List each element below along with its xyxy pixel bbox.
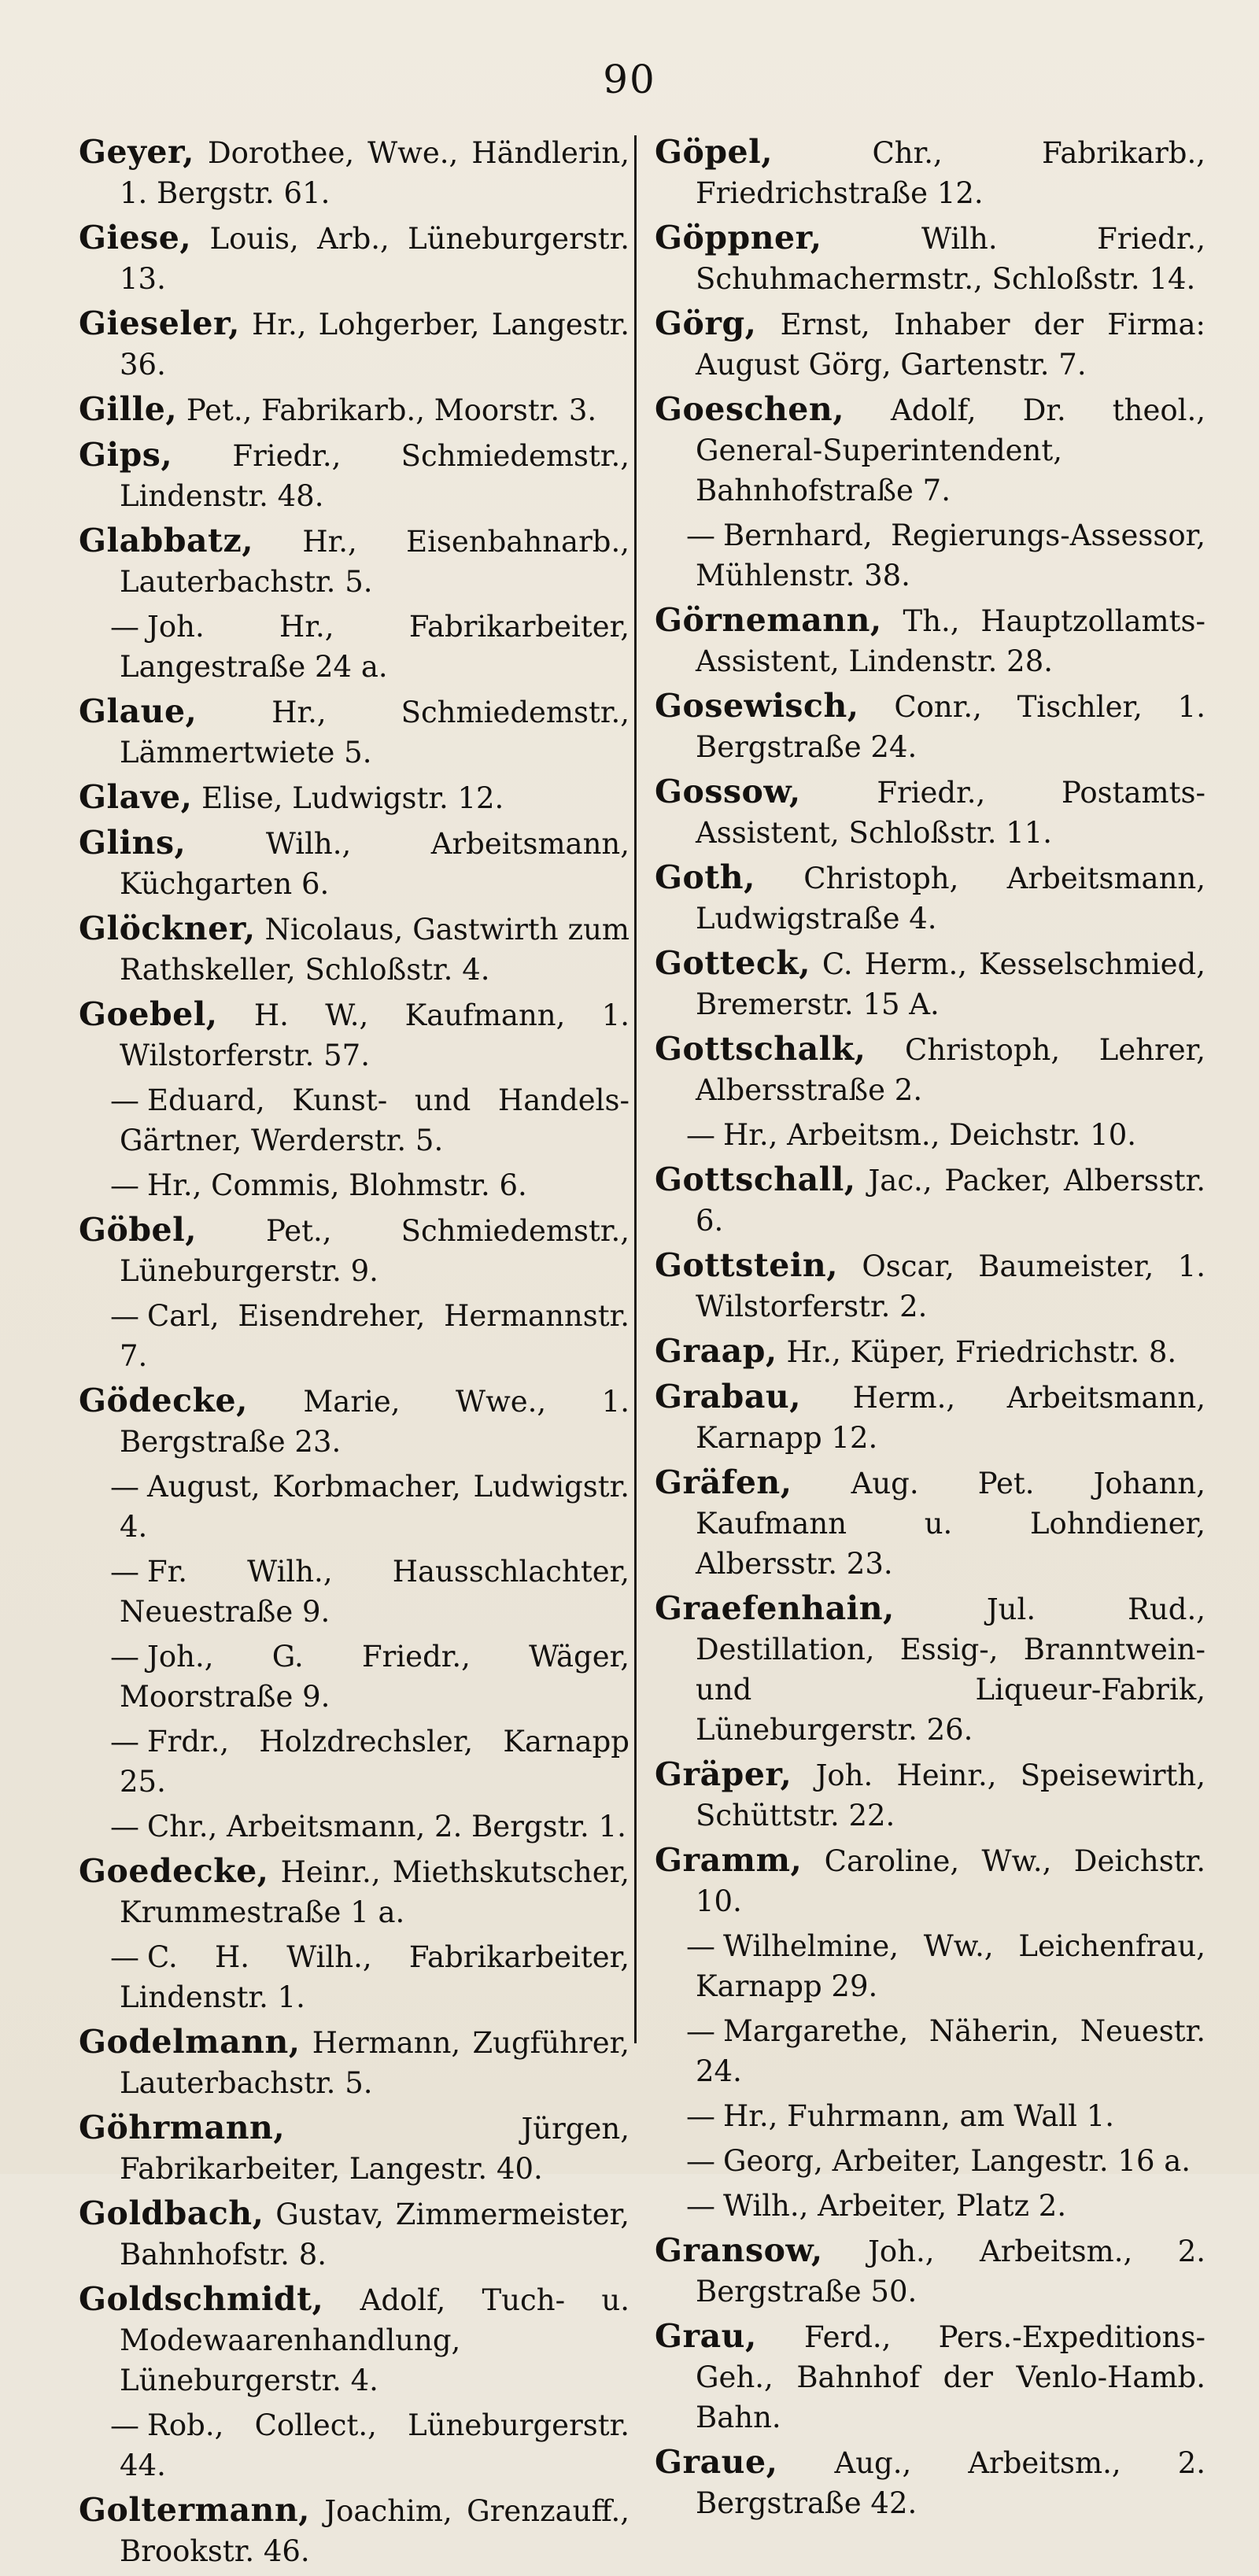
directory-entry xyxy=(655,1840,1205,1921)
entry-details: Conr., Tischler, 1. Bergstraße 24. xyxy=(696,690,1205,764)
entry-details: Pet., Schmiedemstr., Lüneburgerstr. 9. xyxy=(120,1214,630,1288)
entry-surname: Glabbatz, xyxy=(79,522,254,559)
entry-details: Wilh., Arbeitsmann, Küchgarten 6. xyxy=(120,827,630,901)
entry-details: Adolf, Tuch- u. Modewaarenhandlung, Lüneburgerstr. 4. xyxy=(120,2283,630,2397)
directory-entry xyxy=(79,1080,630,1161)
entry-details: Friedr., Postamts-Assistent, Schloßstr. 11. xyxy=(696,776,1205,850)
directory-entry xyxy=(79,777,630,818)
directory-entry xyxy=(79,1807,630,1847)
entry-details: Georg, Arbeiter, Langestr. 16 a. xyxy=(723,2144,1191,2178)
entry-details: Hr., Fuhrmann, am Wall 1. xyxy=(723,2099,1115,2133)
entry-surname: Goldschmidt, xyxy=(79,2280,324,2318)
entry-details: Heinr., Miethskutscher, Krummestraße 1 a. xyxy=(120,1855,630,1929)
directory-entry xyxy=(79,218,630,299)
directory-entry xyxy=(655,1755,1205,1836)
directory-entry xyxy=(655,1377,1205,1458)
entry-surname: Godelmann, xyxy=(79,2023,301,2061)
directory-entry xyxy=(79,1381,630,1462)
directory-entry xyxy=(79,1296,630,1376)
entry-surname: Goedecke, xyxy=(79,1852,269,1890)
entry-details: Margarethe, Näherin, Neuestr. 24. xyxy=(696,2014,1205,2088)
entry-surname: Göppner, xyxy=(655,219,822,256)
entry-details: Frdr., Holzdrechsler, Karnapp 25. xyxy=(120,1725,630,1799)
ditto-dash: — xyxy=(110,1725,139,1759)
ditto-dash: — xyxy=(110,1640,139,1674)
entry-details: Wilh., Arbeiter, Platz 2. xyxy=(723,2189,1067,2223)
entry-details: Joh., G. Friedr., Wäger, Moorstraße 9. xyxy=(120,1640,630,1714)
entry-details: Hr., Schmiedemstr., Lämmertwiete 5. xyxy=(120,696,630,769)
entry-details: Elise, Ludwigstr. 12. xyxy=(201,781,504,815)
entry-surname: Gottschalk, xyxy=(655,1030,866,1068)
directory-entry xyxy=(79,132,630,213)
entry-details: Joh. Heinr., Speisewirth, Schüttstr. 22. xyxy=(696,1759,1205,1832)
entry-details: Marie, Wwe., 1. Bergstraße 23. xyxy=(120,1385,630,1459)
directory-entry xyxy=(655,1926,1205,2006)
entry-surname: Görg, xyxy=(655,304,757,342)
directory-entry xyxy=(655,2442,1205,2523)
entry-surname: Glöckner, xyxy=(79,910,256,947)
entry-surname: Gieseler, xyxy=(79,304,240,342)
directory-entry xyxy=(79,1165,630,1205)
entry-surname: Goebel, xyxy=(79,995,218,1033)
entry-details: H. W., Kaufmann, 1. Wilstorferstr. 57. xyxy=(120,998,630,1072)
directory-entry xyxy=(655,2186,1205,2226)
directory-entry xyxy=(655,1331,1205,1372)
entry-details: Ferd., Pers.-Expeditions-Geh., Bahnhof der Venlo-Hamb. Bahn. xyxy=(696,2320,1206,2434)
directory-entry xyxy=(655,772,1205,853)
entry-surname: Geyer, xyxy=(79,133,194,171)
entry-details: Joh., Arbeitsm., 2. Bergstraße 50. xyxy=(696,2235,1205,2308)
entry-details: Rob., Collect., Lüneburgerstr. 44. xyxy=(120,2408,630,2482)
directory-entry xyxy=(655,858,1205,939)
directory-entry xyxy=(79,1552,630,1632)
entry-surname: Gräper, xyxy=(655,1755,792,1793)
directory-entry xyxy=(655,1029,1205,1110)
ditto-dash: — xyxy=(110,1083,139,1117)
directory-entry xyxy=(79,995,630,1076)
ditto-dash: — xyxy=(686,1118,715,1152)
directory-entry xyxy=(79,1937,630,2017)
directory-entry xyxy=(655,600,1205,681)
directory-entry xyxy=(655,2231,1205,2312)
column-divider xyxy=(634,135,637,2043)
entry-details: Ernst, Inhaber der Firma: August Görg, Gartenstr. 7. xyxy=(696,308,1205,382)
directory-entry xyxy=(655,304,1205,385)
directory-entry xyxy=(79,2194,630,2275)
directory-entry xyxy=(655,1463,1205,1584)
directory-entry xyxy=(79,1210,630,1291)
entry-details: August, Korbmacher, Ludwigstr. 4. xyxy=(120,1470,630,1544)
entry-details: Fr. Wilh., Hausschlachter, Neuestraße 9. xyxy=(120,1555,630,1629)
directory-entry xyxy=(79,1637,630,1717)
entry-details: Nicolaus, Gastwirth zum Rathskeller, Schloßstr. 4. xyxy=(120,913,630,987)
entry-surname: Gottstein, xyxy=(655,1246,839,1284)
directory-entry xyxy=(655,2096,1205,2136)
entry-details: C. H. Wilh., Fabrikarbeiter, Lindenstr. 1. xyxy=(120,1940,630,2014)
entry-details: Th., Hauptzollamts-Assistent, Lindenstr. 28. xyxy=(696,604,1205,678)
ditto-dash: — xyxy=(110,1470,139,1504)
directory-entry xyxy=(655,1115,1205,1155)
entry-details: Bernhard, Regierungs-Assessor, Mühlenstr. 38. xyxy=(696,519,1205,592)
entry-details: Caroline, Ww., Deichstr. 10. xyxy=(696,1844,1205,1918)
entry-details: Herm., Arbeitsmann, Karnapp 12. xyxy=(696,1381,1206,1455)
ditto-dash: — xyxy=(686,2189,715,2223)
directory-entry xyxy=(79,2405,630,2486)
entry-details: Joachim, Grenzauff., Brookstr. 46. xyxy=(120,2494,630,2568)
entry-surname: Goeschen, xyxy=(655,390,844,428)
left-column xyxy=(79,132,630,2576)
entry-details: Hr., Lohgerber, Langestr. 36. xyxy=(120,308,630,382)
directory-entry xyxy=(79,435,630,516)
entry-details: Chr., Fabrikarb., Friedrichstraße 12. xyxy=(696,136,1205,210)
directory-entry xyxy=(79,909,630,990)
directory-entry xyxy=(655,2011,1205,2091)
entry-surname: Glave, xyxy=(79,778,193,816)
entry-surname: Gille, xyxy=(79,390,178,428)
directory-entry xyxy=(79,1467,630,1547)
directory-entry xyxy=(655,515,1205,596)
ditto-dash: — xyxy=(110,610,139,644)
entry-details: Friedr., Schmiedemstr., Lindenstr. 48. xyxy=(120,439,630,513)
ditto-dash: — xyxy=(110,1299,139,1333)
directory-entry xyxy=(79,692,630,773)
entry-surname: Göhrmann, xyxy=(79,2109,286,2146)
entry-details: Joh. Hr., Fabrikarbeiter, Langestraße 24 a. xyxy=(120,610,630,684)
entry-details: Christoph, Arbeitsmann, Ludwigstraße 4. xyxy=(696,862,1206,936)
ditto-dash: — xyxy=(110,1168,139,1202)
entry-details: Hr., Küper, Friedrichstr. 8. xyxy=(786,1335,1177,1369)
entry-surname: Giese, xyxy=(79,219,192,256)
ditto-dash: — xyxy=(686,2099,715,2133)
entry-details: Wilhelmine, Ww., Leichenfrau, Karnapp 29. xyxy=(696,1929,1205,2003)
entry-surname: Goth, xyxy=(655,858,755,896)
entry-surname: Gottschall, xyxy=(655,1161,856,1198)
entry-details: Aug. Pet. Johann, Kaufmann u. Lohndiener, Albersstr. 23. xyxy=(696,1467,1205,1581)
ditto-dash: — xyxy=(110,1555,139,1589)
entry-surname: Göbel, xyxy=(79,1211,197,1249)
ditto-dash: — xyxy=(686,2014,715,2048)
entry-details: Aug., Arbeitsm., 2. Bergstraße 42. xyxy=(696,2446,1206,2520)
directory-entry xyxy=(655,1160,1205,1241)
entry-surname: Glins, xyxy=(79,824,186,862)
entry-details: Hr., Eisenbahnarb., Lauterbachstr. 5. xyxy=(120,525,630,599)
entry-surname: Graefenhain, xyxy=(655,1589,895,1627)
directory-entry xyxy=(655,686,1205,767)
directory-entry xyxy=(79,607,630,687)
entry-details: Christoph, Lehrer, Albersstraße 2. xyxy=(696,1033,1205,1107)
directory-entry xyxy=(79,389,630,430)
directory-entry xyxy=(655,218,1205,299)
entry-details: C. Herm., Kesselschmied, Bremerstr. 15 A. xyxy=(696,947,1205,1021)
entry-details: Jürgen, Fabrikarbeiter, Langestr. 40. xyxy=(120,2112,630,2186)
entry-surname: Goltermann, xyxy=(79,2491,310,2529)
directory-entry xyxy=(79,823,630,904)
directory-entry xyxy=(79,2022,630,2103)
ditto-dash: — xyxy=(686,1929,715,1963)
entry-surname: Graue, xyxy=(655,2443,778,2481)
directory-entry xyxy=(655,132,1205,213)
directory-entry xyxy=(655,943,1205,1024)
entry-details: Adolf, Dr. theol., General-Superintendent, Bahnhofstraße 7. xyxy=(696,393,1205,507)
entry-surname: Gräfen, xyxy=(655,1463,792,1501)
entry-details: Pet., Fabrikarb., Moorstr. 3. xyxy=(186,393,597,427)
entry-details: Carl, Eisendreher, Hermannstr. 7. xyxy=(120,1299,630,1373)
entry-surname: Görnemann, xyxy=(655,601,882,639)
entry-details: Eduard, Kunst- und Handels-Gärtner, Werderstr. 5. xyxy=(120,1083,630,1157)
entry-surname: Grau, xyxy=(655,2317,757,2355)
page-number: 90 xyxy=(603,57,656,102)
entry-surname: Gips, xyxy=(79,436,173,474)
entry-surname: Göpel, xyxy=(655,133,773,171)
directory-entry xyxy=(655,2316,1205,2438)
entry-surname: Gödecke, xyxy=(79,1382,248,1419)
entry-surname: Grabau, xyxy=(655,1378,801,1415)
directory-entry xyxy=(79,2490,630,2571)
directory-entry xyxy=(79,1722,630,1802)
entry-details: Dorothee, Wwe., Händlerin, 1. Bergstr. 61. xyxy=(120,136,630,210)
entry-surname: Glaue, xyxy=(79,692,198,730)
entry-details: Jac., Packer, Albersstr. 6. xyxy=(696,1164,1205,1238)
directory-entry xyxy=(79,521,630,602)
entry-details: Hermann, Zugführer, Lauterbachstr. 5. xyxy=(120,2026,630,2100)
entry-details: Hr., Arbeitsm., Deichstr. 10. xyxy=(723,1118,1137,1152)
directory-entry xyxy=(655,1246,1205,1327)
entry-details: Gustav, Zimmermeister, Bahnhofstr. 8. xyxy=(120,2198,630,2272)
entry-surname: Gramm, xyxy=(655,1841,803,1879)
directory-entry xyxy=(655,389,1205,511)
ditto-dash: — xyxy=(110,1810,139,1843)
entry-surname: Gosewisch, xyxy=(655,687,859,725)
entry-details: Wilh. Friedr., Schuhmachermstr., Schloßstr. 14. xyxy=(696,222,1205,296)
entry-surname: Gransow, xyxy=(655,2231,823,2269)
directory-entry xyxy=(79,2279,630,2401)
entry-details: Hr., Commis, Blohmstr. 6. xyxy=(147,1168,527,1202)
ditto-dash: — xyxy=(110,2408,139,2442)
ditto-dash: — xyxy=(686,519,715,552)
ditto-dash: — xyxy=(686,2144,715,2178)
directory-entry xyxy=(79,2108,630,2189)
entry-details: Chr., Arbeitsmann, 2. Bergstr. 1. xyxy=(147,1810,626,1843)
entry-surname: Graap, xyxy=(655,1332,777,1370)
entry-details: Oscar, Baumeister, 1. Wilstorferstr. 2. xyxy=(696,1249,1205,1323)
ditto-dash: — xyxy=(110,1940,139,1974)
entry-details: Louis, Arb., Lüneburgerstr. 13. xyxy=(120,222,630,296)
right-column xyxy=(655,132,1205,2528)
directory-entry xyxy=(655,1589,1205,1750)
entry-details: Jul. Rud., Destillation, Essig-, Branntwein- und Liqueur-Fabrik, Lüneburgerstr. 26. xyxy=(696,1592,1205,1747)
entry-surname: Gotteck, xyxy=(655,944,810,982)
directory-entry xyxy=(79,1851,630,1932)
directory-entry xyxy=(655,2141,1205,2181)
entry-surname: Gossow, xyxy=(655,773,801,810)
directory-entry xyxy=(79,304,630,385)
entry-surname: Goldbach, xyxy=(79,2194,264,2232)
